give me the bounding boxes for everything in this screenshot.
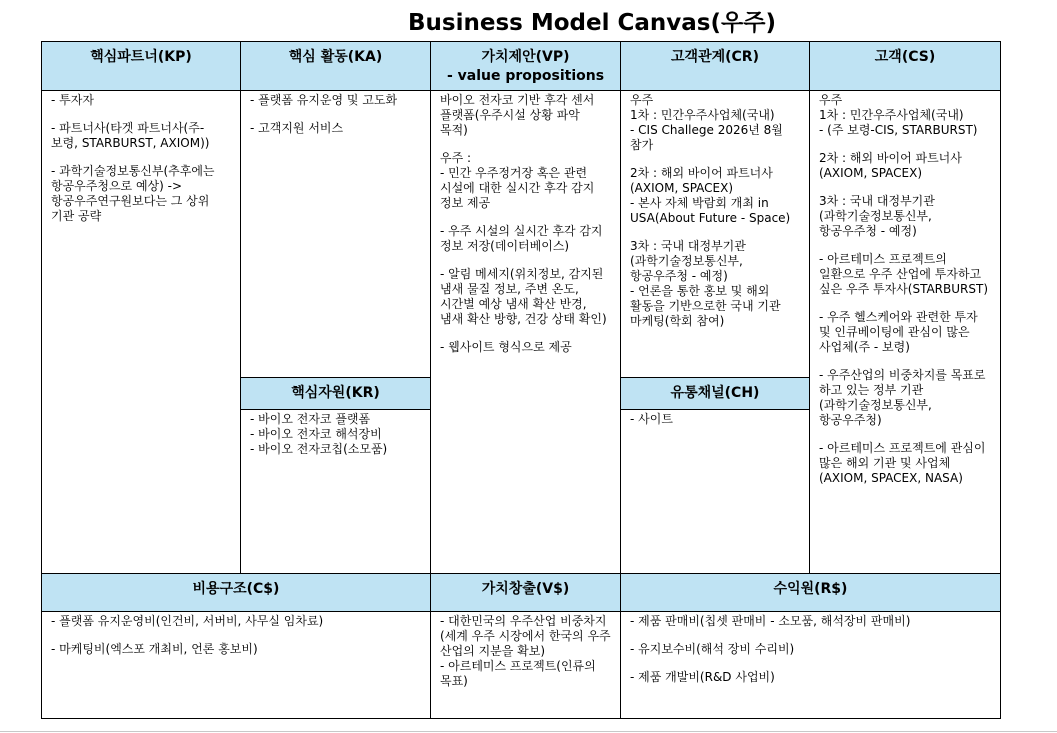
cr-header-label: 고객관계(CR) [671,49,759,65]
kr-item: - 바이오 전자코 플랫폼 - 바이오 전자코 해석장비 - 바이오 전자코칩(소모품) [250,412,388,456]
ka-item: - 고객지원 서비스 [250,121,344,135]
kp-header [41,41,241,91]
cost-item: - 플랫폼 유지운영비(인건비, 서버비, 사무실 임차료) [51,614,324,628]
revenue-item: - 제품 판매비(칩셋 판매비 - 소모품, 해석장비 판매비) [630,614,911,628]
ka-header [240,41,431,91]
cost-header-label: 비용구조(C$) [192,581,280,597]
ch-body [620,409,810,574]
ka-item: - 플랫폼 유지운영 및 고도화 [250,93,398,107]
ch-header-label: 유통채널(CH) [670,385,760,401]
cs-item: - 아르테미스 프로젝트의 일환으로 우주 산업에 투자하고 싶은 우주 투자사(STARBURST) [819,252,989,296]
ch-header [620,377,810,410]
vp-item: - 알림 메세지(위치정보, 감지된 냄새 물질 정보, 주변 온도, 시간별 예상 냄새 확산 반경, 냄새 확산 방향, 건강 상태 확인) [440,267,608,326]
value-header-label: 가치창출(V$) [481,581,570,597]
cr-item: 2차 : 해외 바이어 파트너사(AXIOM, SPACEX) - 본사 자체 박람회 개최 in USA(About Future - Space) [630,166,791,225]
revenue-header-label: 수익원(R$) [773,581,848,597]
kp-header-label: 핵심파트너(KP) [90,49,192,65]
value-header [430,573,621,612]
cs-item: 3차 : 국내 대정부기관(과학기술정보통신부, 항공우주청 - 예정) [819,194,936,238]
value-body [430,611,621,719]
cs-item: - 우주산업의 비중차지를 목표로 하고 있는 정부 기관(과학기술정보통신부, 항공우주청) [819,368,990,427]
cs-item: 우주 1차 : 민간우주사업체(국내) - (주 보령-CIS, STARBURST) [819,93,978,137]
cr-item: 3차 : 국내 대정부기관(과학기술정보통신부, 항공우주청 - 예정) - 언론을 통한 홍보 및 해외 활동을 기반으로한 국내 기관 마케팅(학회 참여) [630,239,781,328]
kr-header [240,377,431,410]
cost-header [41,573,431,612]
revenue-header [620,573,1001,612]
kr-header-label: 핵심자원(KR) [291,385,380,401]
kp-item: - 과학기술정보통신부(추후에는 항공우주청으로 예상) -> 항공우주연구원보다는 그 상위 기관 공략 [51,164,219,223]
value-item: - 대한민국의 우주산업 비중차지(세계 우주 시장에서 한국의 우주 산업의 지분을 확보) - 아르테미스 프로젝트(인류의 목표) [440,614,611,688]
vp-header [430,41,621,91]
cs-header-label: 고객(CS) [874,49,936,65]
vp-header-label: 가치제안(VP) [481,49,570,65]
kp-item: - 투자자 [51,93,94,107]
revenue-item: - 제품 개발비(R&D 사업비) [630,670,775,684]
kr-body [240,409,431,574]
cs-item: 2차 : 해외 바이어 파트너사(AXIOM, SPACEX) [819,151,962,180]
vp-item: - 우주 시설의 실시간 후각 감지 정보 저장(데이터베이스) [440,224,607,253]
cr-body [620,90,810,378]
vp-body [430,90,621,574]
ka-body [240,90,431,378]
cs-body [809,90,1001,574]
bottom-divider [0,731,1057,732]
revenue-item: - 유지보수비(해석 장비 수리비) [630,642,795,656]
vp-subheader: - value propositions [446,68,605,84]
vp-item: - 웹사이트 형식으로 제공 [440,340,572,354]
ch-item: - 사이트 [630,412,673,426]
kp-body [41,90,241,574]
vp-item: 우주 : - 민간 우주정거장 혹은 관련 시설에 대한 실시간 후각 감지 정보 제공 [440,151,595,210]
vp-item: 바이오 전자코 기반 후각 센서 플랫폼(우주시설 상황 파악 목적) [440,93,599,137]
cs-item: - 아르테미스 프로젝트에 관심이 많은 해외 기관 및 사업체(AXIOM, SPACEX, NASA) [819,441,990,485]
cr-item: 우주 1차 : 민간우주사업체(국내) - CIS Challege 2026년 8월 참가 [630,93,783,152]
cs-item: - 우주 헬스케어와 관련한 투자 및 인큐베이팅에 관심이 많은 사업체(주 - 보령) [819,310,982,354]
kp-item: - 파트너사(타겟 파트너사(주-보령, STARBURST, AXIOM)) [51,121,210,150]
cs-header [809,41,1001,91]
ka-header-label: 핵심 활동(KA) [288,49,383,65]
cr-header [620,41,810,91]
canvas-title: Business Model Canvas(우주) [408,10,776,36]
cost-body [41,611,431,719]
cost-item: - 마케팅비(엑스포 개최비, 언론 홍보비) [51,642,258,656]
revenue-body [620,611,1001,719]
